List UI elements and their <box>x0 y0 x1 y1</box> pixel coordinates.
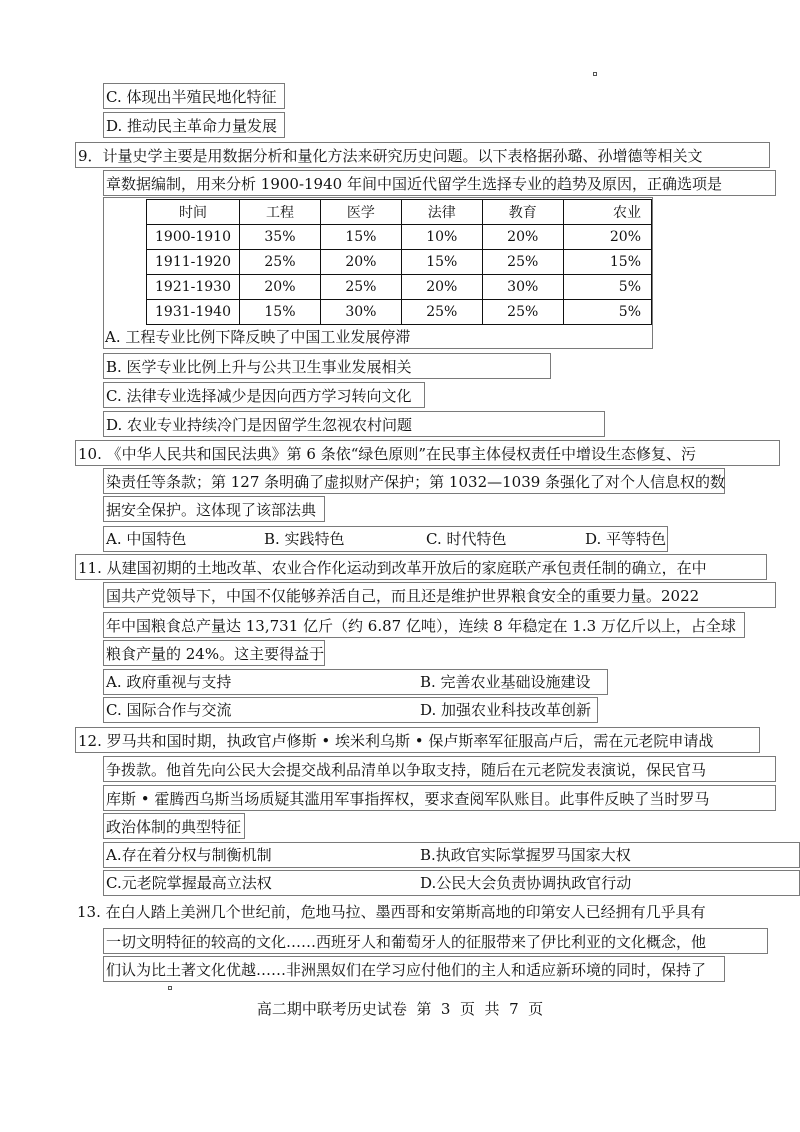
table-header-cell: 农业 <box>563 200 651 225</box>
table-cell: 20% <box>482 225 563 250</box>
table-header-cell: 时间 <box>147 200 240 225</box>
q9-option-d[interactable]: D. 农业专业持续冷门是因留学生忽视农村问题 <box>103 411 605 437</box>
q11-stem-line-1: 11. 从建国初期的土地改革、农业合作化运动到改革开放后的家庭联产承包责任制的确立，在中 <box>75 554 767 580</box>
q11-option-a[interactable]: A. 政府重视与支持 <box>106 673 232 691</box>
q13-stem-line-1: 13. 在白人踏上美洲几个世纪前，危地马拉、墨西哥和安第斯高地的印第安人已经拥有几乎具有 <box>77 903 706 921</box>
q12-option-a[interactable]: A.存在着分权与制衡机制 <box>106 846 272 864</box>
table-header-cell: 法律 <box>401 200 482 225</box>
q11-stem-line-3: 年中国粮食总产量达 13,731 亿斤（约 6.87 亿吨），连续 8 年稳定在 1.3 万亿斤以上，占全球 <box>103 612 745 638</box>
q12-stem-line-4: 政治体制的典型特征 <box>103 813 245 839</box>
q10-stem-line-2: 染责任等条款；第 127 条明确了虚拟财产保护；第 1032—1039 条强化了对个人信息权的数 <box>103 468 725 494</box>
q8-option-d[interactable]: D. 推动民主革命力量发展 <box>103 112 285 138</box>
q12-stem-line-2: 争拨款。他首先向公民大会提交战利品清单以争取支持，随后在元老院发表演说，保民官马 <box>103 756 776 782</box>
q9-stem-line-1: 9．计量史学主要是用数据分析和量化方法来研究历史问题。以下表格据孙璐、孙增德等相关文 <box>75 142 770 168</box>
table-row <box>147 275 652 300</box>
table-cell: 10% <box>401 225 482 250</box>
table-row <box>147 225 652 250</box>
table-header-cell: 教育 <box>482 200 563 225</box>
q11-stem-line-2: 国共产党领导下，中国不仅能够养活自己，而且还是维护世界粮食安全的重要力量。2022 <box>103 582 776 608</box>
table-cell: 25% <box>482 250 563 275</box>
table-cell: 1900-1910 <box>147 225 240 250</box>
table-row <box>147 300 652 325</box>
q11-stem-line-4: 粮食产量的 24%。这主要得益于 <box>103 640 325 666</box>
q9-option-c[interactable]: C. 法律专业选择减少是因向西方学习转向文化 <box>103 382 425 408</box>
table-cell: 20% <box>401 275 482 300</box>
table-cell: 15% <box>240 300 321 325</box>
table-header-cell: 医学 <box>320 200 401 225</box>
q9-option-b[interactable]: B. 医学专业比例上升与公共卫生事业发展相关 <box>103 353 551 379</box>
q10-option-c[interactable]: C. 时代特色 <box>426 530 507 548</box>
table-cell: 15% <box>563 250 651 275</box>
table-cell: 20% <box>563 225 651 250</box>
q12-stem-line-3: 库斯 • 霍腾西乌斯当场质疑其滥用军事指挥权，要求查阅军队账目。此事件反映了当时罗马 <box>103 785 776 811</box>
table-cell: 5% <box>563 300 651 325</box>
corner-mark-top <box>593 72 597 76</box>
q9-data-table <box>146 199 652 325</box>
q9-option-a[interactable]: A. 工程专业比例下降反映了中国工业发展停滞 <box>105 328 411 346</box>
q10-option-a[interactable]: A. 中国特色 <box>106 530 187 548</box>
q11-option-c[interactable]: C. 国际合作与交流 <box>106 701 232 719</box>
q12-option-d[interactable]: D.公民大会负责协调执政官行动 <box>420 874 632 892</box>
table-header-cell: 工程 <box>240 200 321 225</box>
q13-stem-line-2: 一切文明特征的较高的文化……西班牙人和葡萄牙人的征服带来了伊比利亚的文化概念，他 <box>103 928 768 954</box>
table-cell: 25% <box>320 275 401 300</box>
table-cell: 25% <box>482 300 563 325</box>
table-cell: 30% <box>320 300 401 325</box>
page-footer: 高二期中联考历史试卷 第 3 页 共 7 页 <box>256 1000 544 1018</box>
q10-option-b[interactable]: B. 实践特色 <box>264 530 345 548</box>
table-header-row <box>147 200 652 225</box>
q12-stem-line-1: 12. 罗马共和国时期，执政官卢修斯 • 埃米利乌斯 • 保卢斯率军征服高卢后，需在元老院申请战 <box>75 727 760 753</box>
table-cell: 20% <box>240 275 321 300</box>
table-cell: 30% <box>482 275 563 300</box>
table-cell: 1931-1940 <box>147 300 240 325</box>
table-cell: 5% <box>563 275 651 300</box>
q10-stem-line-3: 据安全保护。这体现了该部法典 <box>103 496 325 522</box>
q12-option-c[interactable]: C.元老院掌握最高立法权 <box>106 874 272 892</box>
table-cell: 35% <box>240 225 321 250</box>
table-cell: 25% <box>401 300 482 325</box>
table-row <box>147 250 652 275</box>
table-cell: 1911-1920 <box>147 250 240 275</box>
table-cell: 25% <box>240 250 321 275</box>
table-cell: 1921-1930 <box>147 275 240 300</box>
q13-stem-line-3: 们认为比土著文化优越……非洲黑奴们在学习应付他们的主人和适应新环境的同时，保持了 <box>103 956 725 982</box>
q10-stem-line-1: 10. 《中华人民共和国民法典》第 6 条依“绿色原则”在民事主体侵权责任中增设生态修复、污 <box>75 440 780 466</box>
q9-stem-line-2: 章数据编制，用来分析 1900-1940 年间中国近代留学生选择专业的趋势及原因，正确选项是 <box>103 170 776 196</box>
q11-option-d[interactable]: D. 加强农业科技改革创新 <box>420 701 592 719</box>
q10-option-d[interactable]: D. 平等特色 <box>585 530 667 548</box>
corner-mark-bottom <box>168 986 172 990</box>
table-cell: 15% <box>401 250 482 275</box>
q11-option-b[interactable]: B. 完善农业基础设施建设 <box>420 673 591 691</box>
q8-option-c[interactable]: C. 体现出半殖民地化特征 <box>103 83 285 109</box>
table-cell: 15% <box>320 225 401 250</box>
q12-option-b[interactable]: B.执政官实际掌握罗马国家大权 <box>420 846 631 864</box>
table-cell: 20% <box>320 250 401 275</box>
